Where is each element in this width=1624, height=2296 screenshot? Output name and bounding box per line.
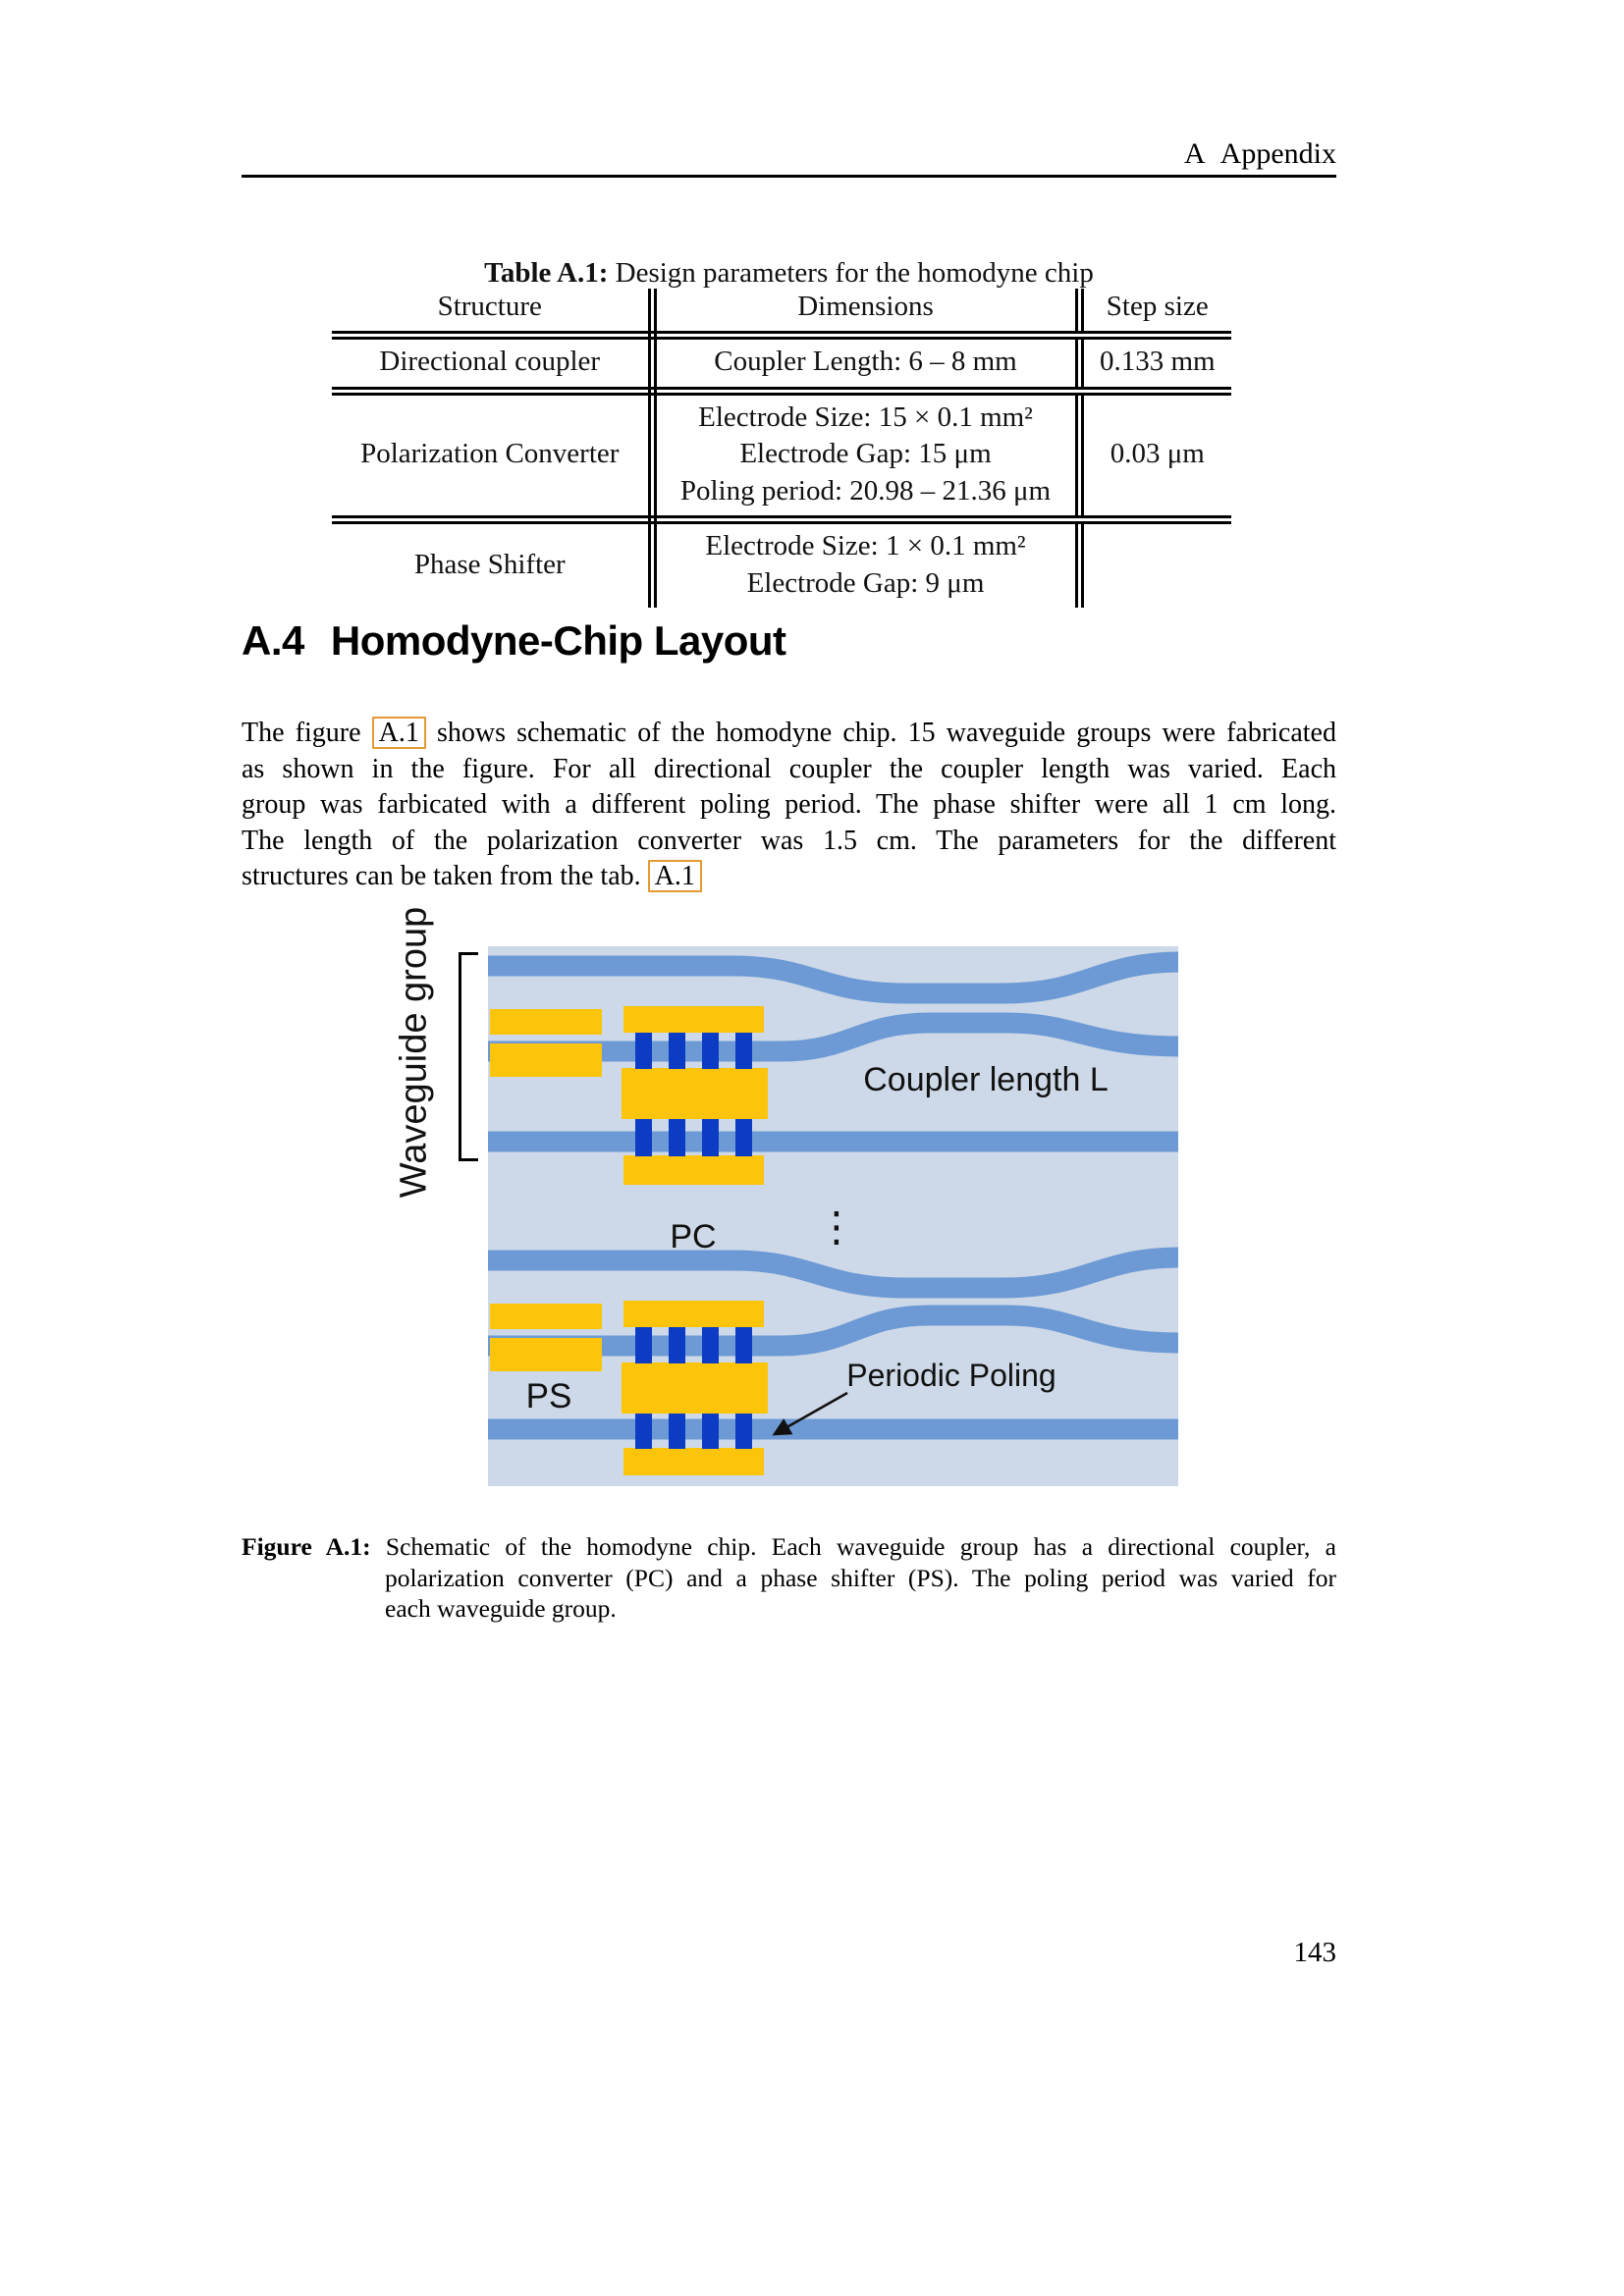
paragraph-line: The length of the polarization converter was 1.5 cm. The parameters for the different bbox=[242, 825, 1336, 856]
dimension-line: Poling period: 20.98 – 21.36 μm bbox=[679, 474, 1052, 507]
section-heading bbox=[242, 617, 786, 665]
table-row bbox=[332, 520, 1231, 609]
header-rule bbox=[242, 175, 1336, 178]
chapter-number: A bbox=[1184, 137, 1206, 170]
pc-electrode bbox=[622, 1068, 768, 1119]
caption-line: Figure A.1: Schematic of the homodyne chip. Each waveguide group has a directional coupler, a bbox=[242, 1532, 1336, 1561]
paragraph-line: as shown in the figure. For all directional coupler the coupler length was varied. Each bbox=[242, 753, 1336, 784]
ps-electrode bbox=[490, 1338, 602, 1371]
step-size-cell bbox=[1079, 520, 1231, 609]
dimensions-cell bbox=[652, 520, 1079, 609]
poling-bar bbox=[635, 1033, 652, 1069]
poling-bar bbox=[635, 1119, 652, 1156]
structure-cell: Phase Shifter bbox=[332, 520, 652, 609]
ref-link[interactable]: A.1 bbox=[648, 860, 702, 892]
table-title-text: Design parameters for the homodyne chip bbox=[615, 257, 1094, 289]
ref-link[interactable]: A.1 bbox=[372, 717, 426, 749]
pc-electrode bbox=[623, 1155, 764, 1185]
table-row bbox=[332, 391, 1231, 520]
section-title: Homodyne-Chip Layout bbox=[330, 617, 786, 664]
paragraph-line: group was farbicated with a different poling period. The phase shifter were all 1 cm long. bbox=[242, 789, 1336, 821]
table-title-label: Table A.1: bbox=[484, 257, 609, 289]
step-size-cell: 0.03 μm bbox=[1079, 391, 1231, 520]
pc-label: PC bbox=[670, 1218, 717, 1255]
column-header: Dimensions bbox=[652, 289, 1079, 336]
poling-bar bbox=[735, 1414, 752, 1449]
page-number: 143 bbox=[1293, 1937, 1336, 1968]
figure-caption bbox=[242, 1531, 1336, 1625]
ps-electrode bbox=[490, 1043, 602, 1077]
waveguide-group-bracket bbox=[459, 952, 478, 1161]
structure-cell: Polarization Converter bbox=[332, 391, 652, 520]
dimension-line: Electrode Size: 15 × 0.1 mm² bbox=[698, 400, 1033, 433]
structure-cell: Directional coupler bbox=[332, 336, 652, 392]
paragraph-line: structures can be taken from the tab. A.1 bbox=[242, 859, 1336, 895]
pc-electrode bbox=[622, 1362, 768, 1414]
chip-schematic-svg bbox=[488, 946, 1178, 1486]
poling-bar bbox=[702, 1119, 719, 1156]
poling-bar bbox=[669, 1414, 685, 1449]
section-number: A.4 bbox=[242, 617, 304, 664]
design-parameters-table bbox=[332, 289, 1231, 608]
chapter-title: Appendix bbox=[1219, 137, 1336, 170]
poling-bar bbox=[669, 1119, 685, 1156]
caption-label: Figure A.1: bbox=[242, 1532, 371, 1561]
poling-bar bbox=[702, 1414, 719, 1449]
poling-bar bbox=[735, 1327, 752, 1363]
coupler-length-label: Coupler length L bbox=[863, 1061, 1109, 1098]
ps-electrode bbox=[490, 1009, 602, 1035]
poling-bar bbox=[669, 1327, 685, 1363]
vertical-dots-icon: ⋮ bbox=[816, 1203, 857, 1250]
periodic-poling-label: Periodic Poling bbox=[846, 1358, 1056, 1393]
dimensions-cell bbox=[652, 336, 1079, 392]
poling-bar bbox=[635, 1414, 652, 1449]
ps-electrode bbox=[490, 1304, 602, 1329]
dimension-line: Electrode Size: 1 × 0.1 mm² bbox=[705, 530, 1026, 561]
poling-bar bbox=[669, 1033, 685, 1069]
dimension-line: Coupler Length: 6 – 8 mm bbox=[714, 346, 1017, 377]
column-header: Step size bbox=[1079, 289, 1231, 336]
table-row bbox=[332, 336, 1231, 392]
caption-line: each waveguide group. bbox=[385, 1594, 617, 1624]
pc-electrode bbox=[623, 1006, 764, 1033]
ps-label: PS bbox=[525, 1377, 572, 1415]
dimension-line: Electrode Gap: 15 μm bbox=[739, 438, 992, 469]
poling-bar bbox=[635, 1327, 652, 1363]
poling-bar bbox=[702, 1033, 719, 1069]
poling-bar bbox=[735, 1119, 752, 1156]
dimensions-cell bbox=[652, 391, 1079, 520]
pc-electrode bbox=[623, 1448, 764, 1475]
poling-bar bbox=[702, 1327, 719, 1363]
poling-bar bbox=[735, 1033, 752, 1069]
caption-line: polarization converter (PC) and a phase shifter (PS). The poling period was varied for bbox=[385, 1563, 1336, 1592]
dimension-line: Electrode Gap: 9 μm bbox=[746, 566, 985, 599]
figure-a1-schematic bbox=[488, 946, 1178, 1486]
step-size-cell: 0.133 mm bbox=[1079, 336, 1231, 392]
table-title bbox=[242, 257, 1336, 290]
waveguide-top-1 bbox=[488, 962, 1178, 993]
waveguide-bottom-1 bbox=[488, 1257, 1178, 1288]
pc-electrode bbox=[623, 1301, 764, 1327]
running-header bbox=[242, 137, 1336, 171]
waveguide-group-label: Waveguide group bbox=[393, 906, 435, 1199]
body-paragraph bbox=[242, 716, 1336, 895]
table-header-row bbox=[332, 289, 1231, 336]
paragraph-line: The figure A.1 shows schematic of the homodyne chip. 15 waveguide groups were fabricated bbox=[242, 718, 1336, 748]
column-header: Structure bbox=[332, 289, 652, 336]
